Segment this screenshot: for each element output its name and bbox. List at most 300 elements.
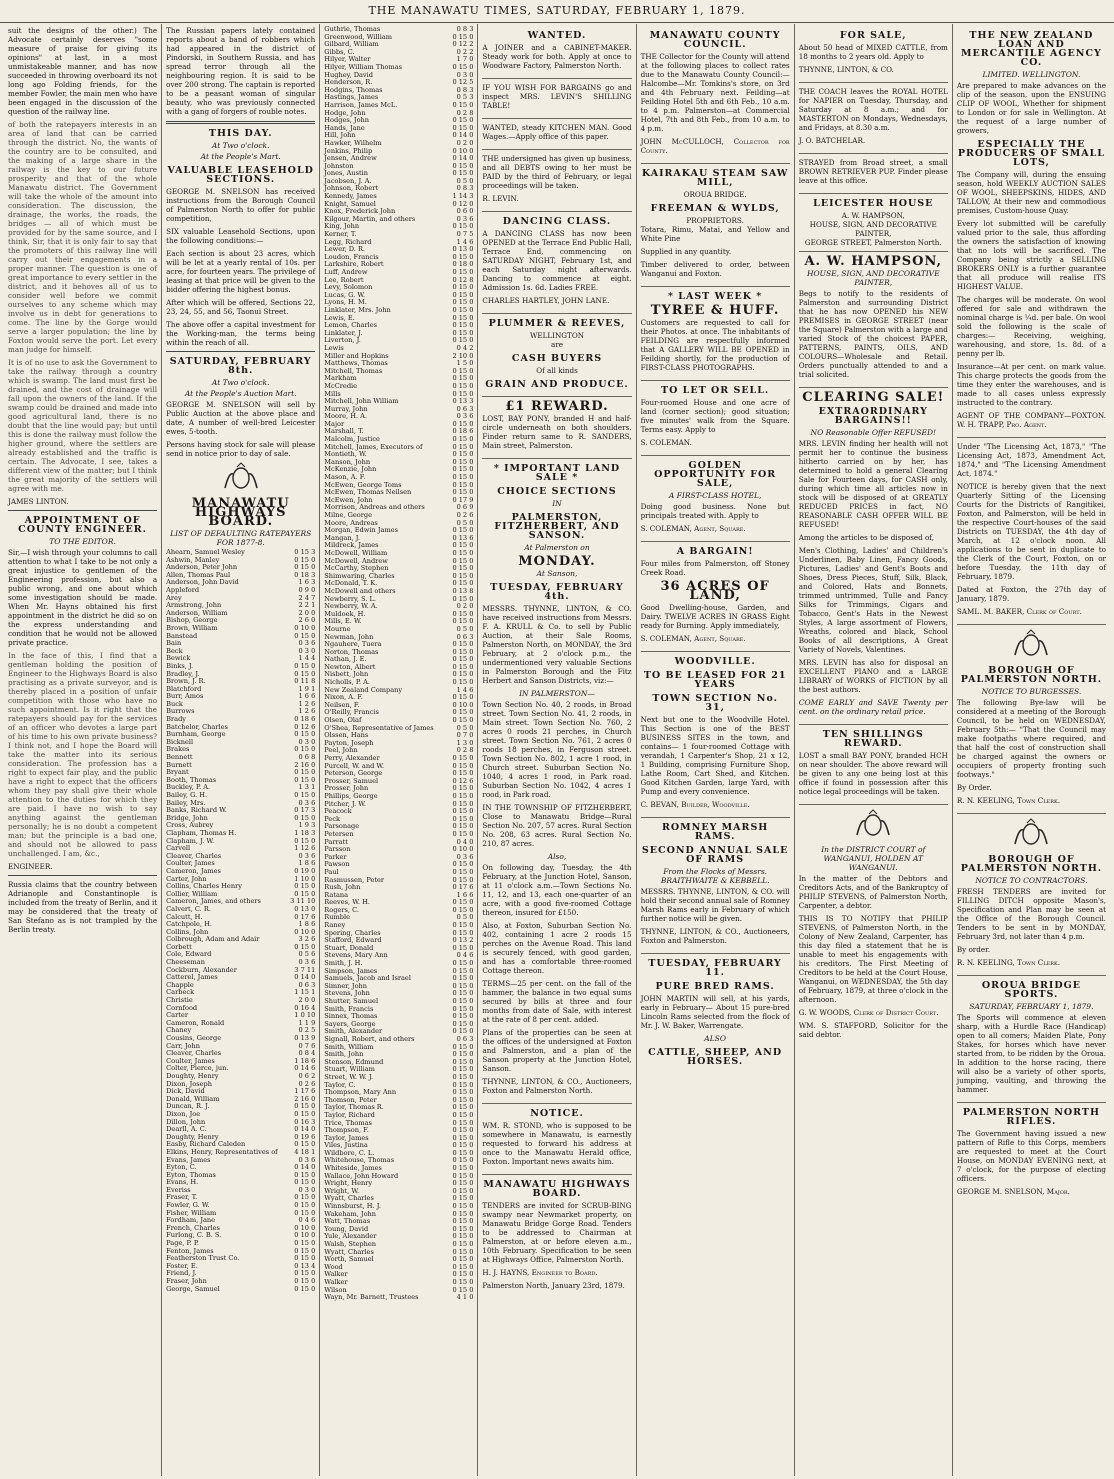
ratepayer-name: Bailey, Mrs. (166, 798, 206, 807)
ratepayer-name: Lewis (324, 343, 344, 352)
amount-owing: 0 15 0 (452, 814, 474, 823)
ratepayer-name: Clapham, J. W. (166, 836, 215, 845)
amount-owing: 0 15 0 (452, 435, 474, 444)
ratepayer-name: Pitcher, J. W. (324, 799, 366, 808)
amount-owing: 0 15 0 (452, 321, 474, 330)
amount-owing: 0 15 0 (452, 62, 474, 71)
ratepayer-name: Peterson, George (324, 769, 383, 778)
ratepayer-name: Donald, William (166, 1094, 220, 1103)
amount-owing: 0 10 0 (294, 1231, 316, 1240)
in-palmerston: IN PALMERSTON— (519, 689, 595, 698)
ratepayer-name: Blatchford (166, 684, 202, 693)
royal-crest-icon (957, 818, 1106, 850)
ratepayer-name: Walker (324, 1277, 348, 1286)
plummer-town: WELLINGTON (529, 331, 584, 340)
amount-owing: 1 18 3 (294, 828, 316, 837)
closing-news: Russia claims that the country between Adrianople and Constantinople is included from the treaty of Berlin, and it may be considered that the treaty of San Stefano as is not trampled by the Berlin treaty. (8, 880, 158, 934)
ratepayer-name: Kennedy, James (324, 192, 377, 201)
ratepayer-name: Taylor, James (324, 1133, 369, 1142)
amount-owing: 0 2 8 (456, 108, 474, 117)
court-matter: In the matter of the Debtors and Creditors Acts, and of the Bankruptcy of PHILIP STEVENS, of Palmerston North, Carpenter, a debtor. (798, 874, 948, 910)
amount-owing: 0 13 9 (294, 1034, 316, 1042)
in-label: IN (552, 499, 562, 508)
amount-owing: 0 15 0 (452, 465, 474, 474)
weekly: The Company will, during the ensuing season, hold WEEKLY AUCTION SALES OF WOOL, SHEEPSKINS, HIDES, AND TALLOW, At their new and commodious premises, Custom-house Quay. (956, 170, 1106, 215)
amount-owing: 0 18 0 (452, 260, 474, 269)
ratepayer-name: Cousins, George (166, 1034, 222, 1042)
editorial-continued: of both the ratepayers interests in an area of land that can be carried through the district. No, the wants of the country are to be consulted, and the making of a large share in the railway is the key to our future prosperity and that of the whole Manawatu district. The Government will take the whole of the amount into consideration. The discussion, the drainage, the works, the roads, the bridges — all of which must be provided for by the same source, and I think, Sir, that it is only fair to say that the promoters of this railway line will carry out their engagements in a proper manner. The question is one of great importance to every settler in the district, and it behoves all of us to consider well before we commit ourselves to any scheme which may involve us in debt for generations to come. The line by the Gorge would serve a larger population; the line by Foxton would serve the port. Let every man judge for himself. (8, 120, 158, 354)
amount-owing: 0 17 6 (452, 883, 474, 892)
ratepayer-name: Buck (166, 699, 183, 708)
ratepayer-name: Chaney (166, 1026, 192, 1035)
editorial-signature: JAMES LINTON. (8, 497, 69, 506)
ratepayer-name: Wayn, Mr. Barnett, Trustees (324, 1293, 419, 1302)
amount-owing: 0 15 0 (452, 1004, 474, 1013)
editorial-text: suit the designs of the other.) The Advocate certainly deserves "some measure of praise for giving its opinions" at last, in a most unmistakeable manner, and has now succeeded in throwing overboard its not long ago Folding friends, for the member Fowler, the main men who have been engaged in the discussion of the question of the railway line. (8, 26, 158, 116)
ratepayer-name: Mildreck, James (324, 541, 379, 550)
amount-owing: 0 15 0 (294, 813, 316, 822)
venue: At the People's Auction Mart. (184, 389, 297, 398)
oroua-title: OROUA BRIDGE SPORTS. (981, 980, 1081, 1000)
amount-owing: 0 15 0 (294, 1208, 316, 1217)
ratepayer-name: Bradley, J. (166, 669, 200, 678)
amount-owing: 0 15 0 (452, 268, 474, 276)
letter-signature: ENGINEER. (8, 862, 53, 871)
ratepayer-name: Cleaver, Charles (166, 1049, 222, 1058)
amount-owing: 0 3 6 (298, 958, 316, 967)
amount-owing: 0 15 0 (452, 1065, 474, 1074)
kairakau-title: KAIRAKAU STEAM SAW MILL, (641, 168, 789, 188)
ratepayer-name: Coulter, James (166, 1056, 215, 1065)
amount-owing: 0 2 0 (456, 602, 474, 611)
hampson-body: Begs to notify to the residents of Palmerston and surrounding District that he has now OPENED his NEW PREMISES in GEORGE STREET (near the Square) Palmerston with a large and varied Stock of the choicest PAPER, PATTERNS, PAINTS, OILS, AND COLOURS—Wholesale and Retail. Orders punctually attended to and a trial solicited. (798, 289, 948, 379)
ratepayer-name: Bryant (166, 768, 189, 777)
royal-crest-icon (957, 629, 1106, 661)
ratepayer-name: Bennett (166, 753, 193, 762)
leicester-trade: HOUSE, SIGN, AND DECORATIVE PAINTER, (809, 220, 937, 238)
amount-owing: 2 16 0 (294, 760, 316, 769)
ratepayer-name: Carter, John (166, 874, 207, 883)
letter-continued: In the face of this, I find that a gentleman holding the position of Engineer to the Highways Board is also practising as a private surveyor, and is thereby placed in a position of unfair competition with those who have no such appointment. Is it right that the ratepayers should pay for the services of an officer who devotes a large part of his time to his own private business? I think not, and I hope the Board will take the matter into its serious consideration. The profession has a right to expect fair play, and the public have a right to expect that the officers whom they pay shall give their whole attention to the duties for which they are paid. I have no wish to say anything against the gentleman personally; he is no doubt a competent man; but the principle is a bad one, and should not be allowed to pass unchallenged. I am, &c., (8, 651, 158, 858)
amount-owing: 0 12 8 (452, 275, 474, 284)
nz-body: Are prepared to make advances on the clip of the season, upon the ENSUING CLIP OF WOOL, Whether for shipment to London or for sale in Wellington. At the request of a large number of growers, (956, 81, 1106, 135)
ratepayer-name: Cheeseman (166, 958, 205, 967)
ratepayer-name: Jensen, Andrew (324, 154, 377, 163)
ratepayer-name: Furlong, C. B. S. (166, 1231, 222, 1240)
come-early: COME EARLY and SAVE Twenty per cent. on the ordinary retail price. (798, 698, 948, 716)
amount-owing: 0 15 0 (452, 305, 474, 314)
palmerston-sections: Town Section No. 40, 2 roods, in Broad street. Town Section No. 41, 2 roods, in Main street. Town Section No. 760, 2 acres 0 roods 21 perches, in Church street. Town Section No. 761, 2 acres 0 roods 18 perches, in Ferguson street. Town Section No. 802, 1 acre 1 rood, in Church street. Suburban Section No. 1040, 4 acres 1 rood, in Park road. Suburban Section No. 1042, 4 acres 1 rood, in Park road. (482, 700, 632, 799)
amount-owing: 0 15 0 (452, 1126, 474, 1135)
insurance: Insurance—At per cent. on mark value. This charge protects the goods from the time they enter the warehouses, and is made to all cases unless expressly instructed to the contrary. (956, 362, 1106, 407)
terms: TERMS—25 per cent. on the fall of the hammer, the balance in two equal sums secured by bills at three and four months from date of Sale, with interest at the rate of 8 per cent. added. (482, 979, 632, 1024)
amount-owing: 0 15 0 (452, 974, 474, 983)
amount-owing: 0 7 5 (456, 230, 474, 239)
amount-owing: 0 15 0 (294, 745, 316, 754)
amount-owing: 0 3 0 (298, 737, 316, 746)
ratepayer-name: McCarthy, Stephen (324, 564, 389, 573)
highways-tender-date: Palmerston North, January 23rd, 1879. (482, 1281, 625, 1290)
ratepayer-name: Phillips, George (324, 791, 378, 800)
amount-owing: 0 15 0 (452, 252, 474, 261)
royal-crest-icon (799, 809, 948, 841)
kairakau-sub: OROUA BRIDGE. (683, 190, 747, 199)
ratepayer-name: Young, David (324, 1224, 369, 1233)
amount-owing: 0 15 0 (294, 1109, 316, 1118)
ratepayer-name: Stafford, Edward (324, 936, 382, 945)
amount-owing: 0 15 0 (452, 1141, 474, 1150)
ratepayer-name: Simpson, James (324, 966, 378, 975)
amount-owing: 0 15 0 (452, 1247, 474, 1256)
amount-owing: 0 15 0 (452, 1080, 474, 1089)
amount-owing: 2 0 0 (298, 608, 316, 617)
ratepayer-name: Peel, John (324, 746, 358, 755)
licensing-signature: SAML. M. BAKER, Clerk of Court. (956, 607, 1082, 616)
amount-owing: 0 15 0 (294, 563, 316, 572)
amount-owing: 1 18 6 (294, 1056, 316, 1065)
ratepayer-name: Gilbard, William (324, 40, 379, 49)
amount-owing: 0 5 6 (298, 950, 316, 959)
ratepayer-name: Newton, Albert (324, 662, 376, 671)
royal-crest-icon (166, 462, 315, 494)
ratepayer-name: Jenkins, Philip (324, 146, 373, 155)
romney-title: ROMNEY MARSH RAMS. (661, 822, 769, 842)
ratepayer-name: Arey (166, 593, 182, 602)
amount-owing: 0 19 6 (294, 1132, 316, 1141)
amount-owing: 0 15 0 (452, 989, 474, 998)
ratepayer-name: Elkins, Henry, Representatives of (166, 1147, 278, 1156)
ratepayer-name: Norton, Thomas (324, 647, 379, 656)
ratepayer-name: Signall, Robert, and others (324, 1034, 415, 1043)
ratepayer-name: Stenson, Edmund (324, 1057, 384, 1066)
amount-owing: 0 15 0 (452, 1012, 474, 1021)
land-sale-title: * IMPORTANT LAND SALE * (493, 463, 621, 483)
ratepayer-name: Peacock (324, 807, 352, 816)
licensing-notice: NOTICE is hereby given that the next Quarterly Sitting of the Licensing Courts for the Districts of Rangitikei, Foxton, and Palmerston, will be held in the respective Court-houses of the said Districts on TUESDAY, the 4th day of March, at 12 o'clock noon. All applications to be sent in duplicate to the Clerk of the Court, Foxton, on or before Tuesday, the 11th day of February, 1879. (956, 482, 1106, 581)
extraordinary: EXTRAORDINARY BARGAINS!! (818, 406, 928, 426)
amount-owing: 1 8 6 (298, 920, 316, 929)
ratepayer-name: Bewick (166, 654, 191, 663)
woodville-lease: TO BE LEASED FOR 21 YEARS (643, 670, 787, 690)
ratepayer-name: Levy, Solomon (324, 283, 373, 292)
amount-owing: 0 2 8 (456, 746, 474, 755)
ratepayer-name: Dixon, Joe (166, 1109, 201, 1118)
rams-body: MESSRS. THYNNE, LINTON, & CO. will hold their second annual sale of Romney Marsh Rams early in February of which further notice will be given. (640, 887, 790, 923)
ratepayer-name: O'Reilly, Francis (324, 708, 379, 717)
ratepayer-name: Linklater, Mrs. John (324, 305, 391, 314)
ratepayer-name: Hastings, James (324, 93, 379, 102)
ratepayer-name: Mangan, J. (324, 533, 361, 542)
amount-owing: 0 15 0 (452, 328, 474, 337)
amount-owing: 0 3 6 (298, 639, 316, 648)
amount-owing: 0 15 0 (452, 761, 474, 770)
ratepayer-name: Rogers, C. (324, 905, 359, 914)
amount-owing: 0 15 0 (452, 480, 474, 489)
amount-owing: 1 14 3 (452, 192, 474, 201)
at-sanson: At Sanson, (536, 569, 578, 578)
table-row (324, 808, 473, 816)
for-sale-title: FOR SALE, (839, 30, 907, 41)
ratepayer-name: Anderson, William (166, 608, 228, 617)
amount-owing: 0 15 0 (294, 631, 316, 640)
ratepayer-name: Doughty, Henry (166, 1071, 219, 1080)
amount-owing: 0 10 0 (294, 927, 316, 936)
ratepayer-name: Page, P. P. (166, 1239, 200, 1248)
ratepayer-name: Nixon, A. F. (324, 693, 363, 702)
amount-owing: 0 15 0 (452, 708, 474, 717)
ratepayer-name: Shutter, Samuel (324, 997, 379, 1005)
dancing-body: A DANCING CLASS has now been OPENED at the Terrace End Public Hall, Terrace End, commencing on SATURDAY NIGHT, February 1st, and each Saturday night afterwards. Dancing to commence at eight. Admission 1s. 6d. Ladies FREE. (482, 229, 632, 292)
amount-owing: 0 8 3 (456, 184, 474, 193)
ratepayer-name: Cameron, Ronald (166, 1018, 225, 1027)
amount-owing: 0 15 0 (452, 1148, 474, 1157)
leicester-name: A. W. HAMPSON, (841, 211, 905, 220)
amount-owing: 0 16 4 (294, 1003, 316, 1012)
ratepayer-name: McEwen, George Toms (324, 480, 402, 489)
amount-owing: 0 15 0 (452, 541, 474, 550)
ratepayer-name: O'Shea, Representative of James (324, 723, 434, 732)
ratepayer-name: Cole, Edward (166, 950, 212, 959)
amount-owing: 1 9 3 (298, 821, 316, 830)
ratepayer-name: Brown, J. R. (166, 677, 206, 686)
ratepayer-name: Pawson (324, 860, 350, 869)
stafford: WM. S. STAFFORD, Solicitor for the said debtor. (798, 1021, 948, 1039)
ratepayer-name: Mitchell, John William (324, 397, 399, 406)
amount-owing: 0 3 6 (298, 851, 316, 860)
ratepayer-name: Newberry, W. A. (324, 602, 378, 611)
ratepayer-name: Ngauhere, Tuera (324, 640, 382, 649)
woodville-body: Next but one to the Woodville Hotel. This Section is one of the BEST BUSINESS SITES in the town, and contains— 1 four-roomed Cottage with verandah, 1 Carpenter's Shop, 21 x 12, 1 Building, comprising Furniture Shop, Lathe Room, Cart Shed, and Kitchen. Good Kitchen Garden, large Yard, with Pump and every convenience. (640, 715, 790, 796)
ratepayer-name: Foster, E. (166, 1261, 198, 1270)
amount-owing: 0 15 0 (452, 1118, 474, 1127)
amount-owing: 0 15 0 (452, 1262, 474, 1271)
ratepayer-name: Wright, W. (324, 1186, 360, 1195)
amount-owing: 0 15 0 (452, 1179, 474, 1188)
ratepayer-name: Walker (324, 1270, 348, 1279)
amount-owing: 0 14 0 (294, 1125, 316, 1134)
ratepayer-name: Banstead (166, 631, 198, 640)
rifles-signature: GEORGE M. SNELSON, Major. (956, 1187, 1070, 1196)
at-palmerston: At Palmerston on (524, 543, 590, 552)
ratepayer-name: Markham (324, 374, 357, 383)
amount-owing: 0 15 0 (452, 799, 474, 808)
sale2-note: Persons having stock for sale will please send in notice prior to day of sale. (166, 440, 316, 458)
table-row (166, 693, 315, 701)
bylaw: The following Bye-law will be considered at a meeting of the Borough Council, to be held on WEDNESDAY, February 5th:— "That the Council may make footpaths where required, and that half the cost of construction shall be charged against the owners or occupiers of property fronting such footways." (956, 698, 1106, 779)
amount-owing: 0 15 0 (452, 123, 474, 132)
ratepayer-name: Henderson, R. (324, 78, 373, 87)
ratepayer-name: Hodgins, Thomas (324, 85, 383, 94)
amount-owing: 0 15 0 (452, 769, 474, 778)
amount-owing: 2 4 7 (298, 593, 316, 602)
ratepayer-name: McKenzie, John (324, 465, 377, 474)
amount-owing: 2 2 1 (298, 601, 316, 610)
hampson-title: A. W. HAMPSON, (804, 254, 943, 269)
amount-owing: 0 15 0 (294, 942, 316, 951)
amount-owing: 1 2 6 (298, 707, 316, 716)
amount-owing: 0 2 6 (456, 511, 474, 519)
leicester-title: LEICESTER HOUSE (813, 198, 934, 209)
amount-owing: 1 4 6 (456, 685, 474, 694)
amount-owing: 0 18 6 (452, 427, 474, 436)
amount-owing: 0 2 6 (298, 1079, 316, 1088)
ratepayer-name: Lewer, D. R. (324, 245, 366, 254)
ratepayer-name: Hughey, David (324, 70, 373, 79)
amount-owing: 0 15 0 (452, 928, 474, 937)
amount-owing: 0 8 4 (298, 1049, 316, 1058)
ratepayer-name: Morgan, Edwin James (324, 526, 398, 535)
acres-body: Good Dwelling-house, Garden, and Dairy. TWELVE ACRES IN GRASS Eight ready for Burning. Apply immediately, (640, 603, 790, 630)
ratepayer-name: Burnett (166, 760, 192, 769)
amount-owing: 0 4 2 (456, 343, 474, 352)
amount-owing: 0 4 0 (456, 837, 474, 846)
ratepayer-name: Liverton, J. (324, 336, 361, 345)
oroua-body: The Sports will commence at eleven sharp, with a Hurdle Race (Handicap) open to all comers; Maiden Plate, Pony Stakes, for horses which have never started from, to be ridden by the Oroua. In addition to the horse racing, there will also be a variety of other sports, jumping, vaulting, and throwing the hammer. (956, 1013, 1106, 1094)
amount-owing: 0 17 6 (294, 912, 316, 921)
by-order: By Order. (956, 783, 992, 792)
ratepayer-name: Burr, Amos (166, 692, 204, 701)
ratepayer-name: Hodge, John (324, 108, 366, 117)
ratepayer-name: McEwen, John (324, 495, 373, 504)
amount-owing: 1 2 6 (298, 699, 316, 708)
ratepayer-name: Matthews, Thomas (324, 359, 388, 368)
amount-owing: 0 13 6 (452, 533, 474, 542)
amount-owing: 0 15 0 (452, 898, 474, 907)
ratepayer-name: Milne, George (324, 511, 373, 519)
amount-owing: 0 3 6 (456, 852, 474, 861)
tyree-body: Customers are requested to call for their Photos. at once. The inhabitants of FEILDING are respectfully informed that A GALLERY WILL BE OPENED in Feilding shortly, for the production of FIRST-CLASS PHOTOGRAPHS. (640, 318, 790, 372)
ratepayer-name: Newberry, S. L. (324, 594, 377, 603)
ratepayer-name: Parsson (324, 845, 351, 854)
ratepayer-name: Morrison, Andreas and others (324, 503, 425, 512)
amount-owing: 0 15 0 (452, 1285, 474, 1294)
ratepayer-name: Mitchell, Thomas (324, 366, 383, 375)
amount-owing: 0 15 0 (452, 161, 474, 170)
amount-owing: 0 15 0 (452, 647, 474, 656)
ratepayer-name: Fowler, G. W. (166, 1201, 210, 1210)
ratepayer-name: Johnston (324, 161, 354, 170)
ratepayer-name: Fraser, John (166, 1277, 207, 1285)
ratepayer-name: Parratt (324, 837, 348, 846)
ratepayer-name: Burrows (166, 707, 195, 716)
amount-owing: 0 8 3 (456, 85, 474, 94)
amount-owing: 0 12 6 (294, 722, 316, 731)
ratepayer-name: Cameron, James (166, 866, 221, 875)
amount-owing: 0 6 3 (456, 632, 474, 641)
lost-pony: LOST a small BAY PONY, branded HCH on near shoulder. The above reward will be given to any one being lost at this office if found in possession after this notice legal proceedings will be taken. (798, 751, 948, 796)
amount-owing: 0 15 0 (452, 1088, 474, 1097)
dancing-title: DANCING CLASS. (502, 216, 612, 227)
ratepayer-name: Hilyer, Walter (324, 55, 371, 64)
amount-owing: 3 7 11 (294, 965, 316, 974)
amount-owing: 0 15 0 (452, 374, 474, 383)
wanted-title: WANTED. (527, 30, 587, 41)
acres-title: 36 ACRES OF LAND, (660, 579, 770, 603)
amount-owing: 0 15 0 (452, 1027, 474, 1036)
ratepayer-name: Paul (324, 867, 339, 876)
for-sale-signature: THYNNE, LINTON, & CO. (798, 65, 894, 74)
articles-intro: Among the articles to be disposed of, (798, 533, 935, 542)
highways-tender-signature: H. J. HAYNS, Engineer to Board. (482, 1268, 598, 1277)
kairakau-p: PROPRIETORS. (686, 216, 744, 225)
time: At Two o'clock. (211, 378, 270, 387)
nz-loan-sub: LIMITED. WELLINGTON. (982, 70, 1081, 79)
ratepayer-name: Dixon, Joseph (166, 1079, 213, 1088)
amount-owing: 0 15 0 (452, 548, 474, 557)
amount-owing: 0 15 3 (294, 548, 316, 556)
ratepayer-name: Bicknell (166, 737, 194, 746)
ratepayer-name: Corbett (166, 942, 192, 951)
ratepayer-name: Lucas, G. W. (324, 290, 366, 299)
amount-owing: 0 15 0 (452, 1232, 474, 1241)
plans: Plans of the properties can be seen at the offices of the undersigned at Foxton and Palmerston, and a plan of the Sanson property at the Junction Hotel, Sanson. (482, 1028, 632, 1073)
bargain-title: A BARGAIN! (676, 546, 754, 557)
ratepayer-name: Friend, J. (166, 1269, 197, 1278)
amount-owing: 0 15 0 (452, 966, 474, 975)
table-row (324, 1256, 473, 1264)
ratepayer-name: Kerner, T. (324, 230, 357, 239)
let-title: TO LET OR SELL. (661, 385, 770, 396)
column-3 (320, 24, 478, 1476)
amount-owing: 0 15 0 (452, 959, 474, 968)
amount-owing: 0 15 0 (452, 670, 474, 679)
ratepayer-name: Muldoek, H. (324, 609, 366, 618)
stevens-body: JOHN MARTIN will sell, at his yards, early in February— About 15 pure-bred Lincoln Rams selected from the flock of Mr. J. W. Baker, Warrengate. (640, 994, 790, 1030)
ratepayer-name: Carr, John (166, 1041, 200, 1050)
by-order-2: By order. (956, 945, 991, 954)
cattle: CATTLE, SHEEP, AND HORSES. (648, 1047, 783, 1067)
amount-owing: 0 15 0 (452, 1164, 474, 1173)
ratepayer-name: Purcell, W. and W. (324, 761, 385, 770)
county-body: THE Collector for the County will attend at the following places to collect rates due to the Manawatu County Council:— Halcombe—Mr. Tomkins's store, on 3rd and 4th February next. Feilding—at Feilding Hotel 5th and 6th Feb., 10 a.m. to 4 p.m. Palmerston—at Commercial Hotel, 7th and 8th Feb., from 10 a.m. to 4 p.m. (640, 52, 790, 133)
coach-ad: THE COACH leaves the ROYAL HOTEL for NAPIER on Tuesday, Thursday, and Saturday at 8 a.m.; and for MASTERTON on Mondays, Wednesdays, and Fridays, at 8.30 a.m. (798, 87, 948, 132)
table-row (324, 1294, 473, 1302)
amount-owing: 0 15 0 (452, 1103, 474, 1112)
ratepayer-name: Parker (324, 852, 347, 861)
sale-body: GEORGE M. SNELSON has received instructions from the Borough Council of Palmerston North to offer for public competition, (166, 187, 316, 223)
amount-owing: 0 15 0 (294, 1269, 316, 1278)
ratepayer-name: Bailey, G. H. (166, 791, 208, 799)
ratepayer-name: Fisher, William (166, 1208, 217, 1217)
amount-owing: 0 6 8 (298, 753, 316, 762)
no-offer: NO Reasonable Offer REFUSED! (810, 428, 937, 437)
ratepayer-name: Lewis, E. (324, 313, 355, 322)
table-row (324, 861, 473, 869)
amount-owing: 1 8 6 (298, 859, 316, 868)
notify: THIS IS TO NOTIFY that PHILIP STEVENS, of Palmerston North, in the Colony of New Zealand, Carpenter, has this day filed a statement that he is unable to meet his engagements with his creditors. The First Meeting of Creditors to be held at the Court House, Wanganui, on WEDNESDAY, the 5th day of February, 1879, at three o'clock in the afternoon. (798, 914, 948, 1004)
amount-owing: 0 4 6 (456, 951, 474, 960)
this-day-heading: THIS DAY. (208, 128, 273, 139)
table-row (166, 708, 315, 716)
amount-owing: 0 15 0 (294, 1277, 316, 1285)
amount-owing: 0 15 0 (294, 1102, 316, 1111)
let-signature: S. COLEMAN. (640, 438, 692, 447)
ratepayer-name: Wilson (324, 1285, 347, 1294)
ratepayer-name: Brakes (166, 745, 190, 754)
ratepayer-name: Smith, William (324, 1042, 374, 1051)
coach-signature: J. O. BATCHELAR. (798, 136, 866, 145)
clearing-title: CLEARING SALE! (802, 390, 945, 405)
amount-owing: 4 18 1 (294, 1147, 316, 1156)
county-title: MANAWATU COUNTY COUNCIL. (649, 30, 781, 50)
ratepayer-name: Parsonage (324, 822, 360, 831)
monday: MONDAY. (518, 554, 596, 569)
ratepayer-name: Knight, Samuel (324, 199, 376, 208)
news-item: The Russian papers lately contained reports about a band of robbers which had appeared in the district of Pindorski, in Southern Russia, and has spread terror through all the neighbouring region. It is said to be over 200 strong. The captain is reported to be a peasant woman of singular beauty, who was previously connected with a gang of forgers of rouble notes. (166, 26, 316, 116)
tyree-title: TYREE & HUFF. (650, 303, 780, 318)
ratepayer-name: Coulter, James (166, 859, 215, 868)
amount-owing: 0 14 0 (294, 973, 316, 982)
